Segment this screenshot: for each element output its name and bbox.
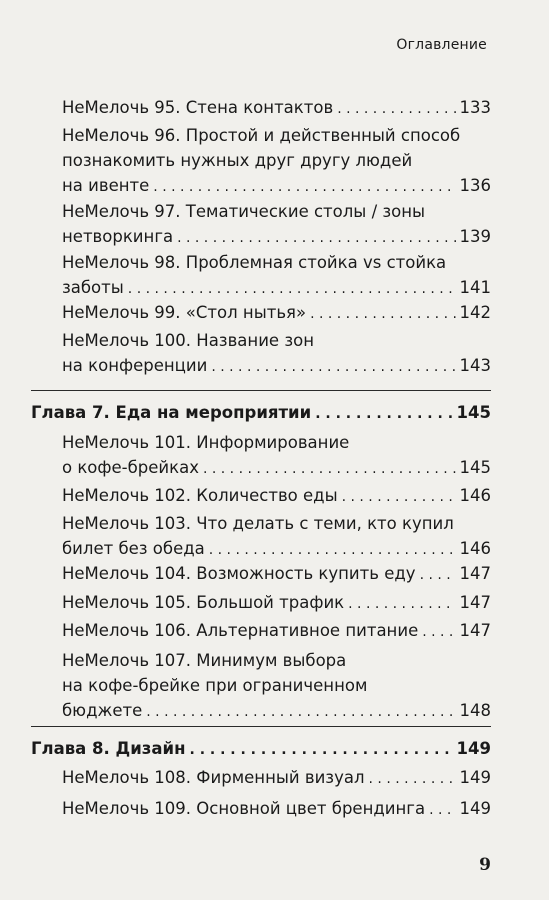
toc-entry — [62, 300, 491, 327]
toc-chapter — [31, 736, 491, 763]
toc-entry-title-line: о кофе-брейках — [62, 458, 199, 477]
toc-page-number: 133 — [459, 98, 491, 117]
toc-page-number: 148 — [459, 701, 491, 720]
toc-entry — [62, 430, 491, 482]
toc-page-number: 141 — [459, 278, 491, 297]
dot-leader — [429, 798, 455, 823]
toc-entry — [62, 765, 491, 792]
toc-entry-title-line: НеМелочь 101. Информирование — [62, 433, 350, 452]
toc-entry-title-line: НеМелочь 108. Фирменный визуал — [62, 768, 365, 787]
toc-entry-title-line: заботы — [62, 278, 124, 297]
running-head: Оглавление — [396, 37, 487, 53]
toc-page-number: 145 — [459, 458, 491, 477]
dot-leader — [422, 620, 455, 645]
toc-chapter — [31, 400, 491, 427]
dot-leader — [190, 738, 453, 763]
toc-page-number: 149 — [456, 739, 491, 758]
section-divider — [31, 726, 491, 727]
toc-page-number: 136 — [459, 176, 491, 195]
dot-leader — [337, 97, 455, 122]
toc-page-number: 149 — [459, 768, 491, 787]
toc-entry-title-line: НеМелочь 100. Название зон — [62, 331, 314, 350]
toc-page-number: 147 — [459, 593, 491, 612]
toc-page-number: 143 — [459, 356, 491, 375]
toc-entry-title-line: НеМелочь 104. Возможность купить еду — [62, 564, 416, 583]
toc-entry-title-line: Глава 8. Дизайн — [31, 739, 186, 758]
toc-entry-title-line: НеМелочь 96. Простой и действенный способ — [62, 126, 461, 145]
toc-entry-title-line: познакомить нужных друг другу людей — [62, 151, 413, 170]
dot-leader — [177, 226, 455, 251]
toc-entry-title-line: НеМелочь 109. Основной цвет брендинга — [62, 799, 426, 818]
toc-entry — [62, 618, 491, 645]
toc-entry-title-line: НеМелочь 103. Что делать с теми, кто купил — [62, 514, 454, 533]
toc-page-number: 142 — [459, 303, 491, 322]
dot-leader — [420, 563, 456, 588]
section-divider — [31, 390, 491, 391]
dot-leader — [153, 175, 455, 200]
dot-leader — [342, 485, 456, 510]
toc-entry-title-line: НеМелочь 98. Проблемная стойка vs стойка — [62, 253, 447, 272]
toc-page-number: 149 — [459, 799, 491, 818]
toc-entry — [62, 250, 491, 302]
toc-entry — [62, 561, 491, 588]
toc-entry-title-line: НеМелочь 106. Альтернативное питание — [62, 621, 419, 640]
dot-leader — [209, 538, 456, 563]
toc-entry-title-line: бюджете — [62, 701, 143, 720]
toc-entry — [62, 123, 491, 200]
dot-leader — [146, 700, 455, 725]
toc-page-number: 147 — [459, 564, 491, 583]
toc-entry-title-line: нетворкинга — [62, 227, 174, 246]
dot-leader — [369, 767, 456, 792]
toc-entry — [62, 95, 491, 122]
toc-entry — [62, 483, 491, 510]
toc-page-number: 146 — [459, 539, 491, 558]
toc-entry-title-line: на конференции — [62, 356, 208, 375]
toc-entry — [62, 796, 491, 823]
toc-entry — [62, 199, 491, 251]
toc-entry-title-line: на ивенте — [62, 176, 150, 195]
dot-leader — [203, 457, 456, 482]
dot-leader — [348, 592, 455, 617]
dot-leader — [128, 277, 456, 302]
toc-entry-title-line: НеМелочь 102. Количество еды — [62, 486, 338, 505]
toc-page-number: 147 — [459, 621, 491, 640]
toc-entry-title-line: НеМелочь 97. Тематические столы / зоны — [62, 202, 426, 221]
toc-page-number: 146 — [459, 486, 491, 505]
toc-entry-title-line: НеМелочь 99. «Стол нытья» — [62, 303, 307, 322]
toc-entry — [62, 590, 491, 617]
toc-entry-title-line: билет без обеда — [62, 539, 205, 558]
dot-leader — [310, 302, 455, 327]
toc-entry — [62, 328, 491, 380]
toc-entry-title-line: Глава 7. Еда на мероприятии — [31, 403, 312, 422]
toc-page-number: 139 — [459, 227, 491, 246]
toc-entry-title-line: НеМелочь 95. Стена контактов — [62, 98, 334, 117]
page-number: 9 — [479, 855, 491, 875]
dot-leader — [315, 402, 452, 427]
toc-entry — [62, 511, 491, 563]
toc-entry — [62, 648, 491, 725]
toc-page-number: 145 — [456, 403, 491, 422]
toc-entry-title-line: на кофе-брейке при ограниченном — [62, 676, 368, 695]
toc-entry-title-line: НеМелочь 107. Минимум выбора — [62, 651, 347, 670]
toc-entry-title-line: НеМелочь 105. Большой трафик — [62, 593, 345, 612]
dot-leader — [211, 355, 455, 380]
